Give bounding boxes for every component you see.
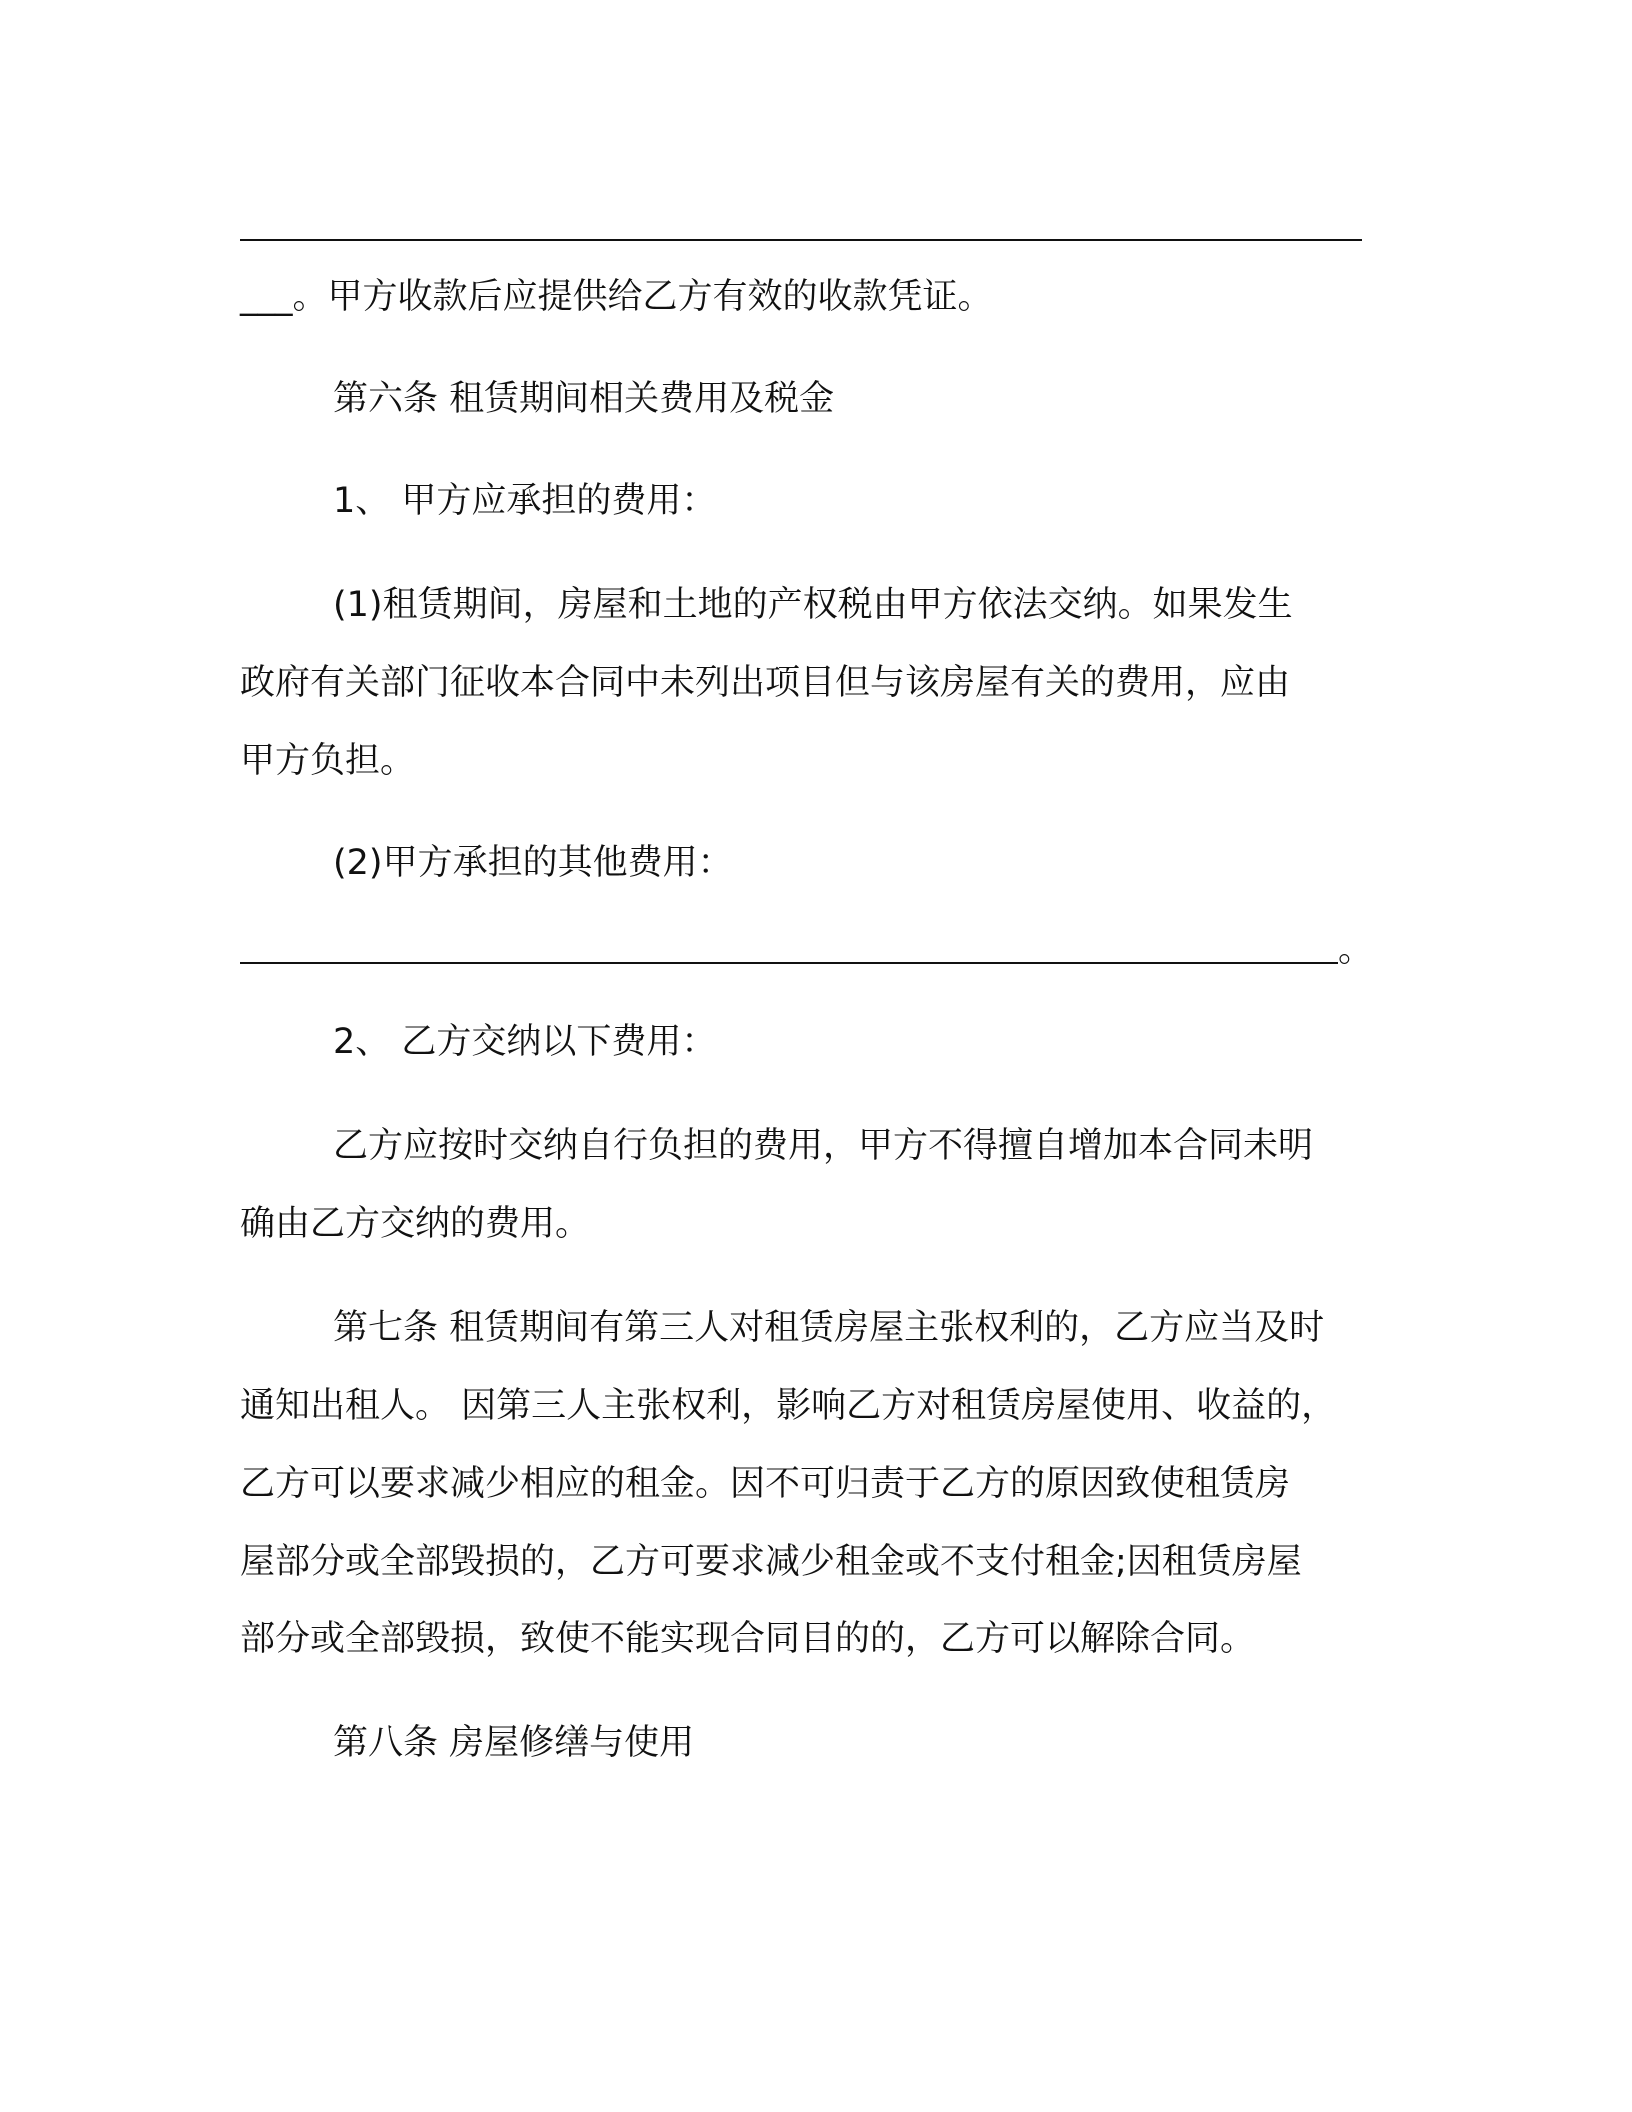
item-1-sub-1-line-1: (1)租赁期间，房屋和土地的产权税由甲方依法交纳。如果发生 bbox=[333, 585, 1293, 625]
article-6-heading: 第六条 租赁期间相关费用及税金 bbox=[333, 379, 835, 419]
item-1-sub-1-line-3: 甲方负担。 bbox=[240, 741, 416, 781]
blank-fill-line-fees bbox=[240, 962, 1338, 964]
article-7-line-5: 部分或全部毁损，致使不能实现合同目的的，乙方可以解除合同。 bbox=[240, 1619, 1256, 1659]
article-8-heading: 第八条 房屋修缮与使用 bbox=[333, 1723, 695, 1763]
item-2-text-line-2: 确由乙方交纳的费用。 bbox=[240, 1204, 591, 1244]
article-7-line-3: 乙方可以要求减少相应的租金。因不可归责于乙方的原因致使租赁房 bbox=[240, 1464, 1291, 1504]
article-7-line-4: 屋部分或全部毁损的，乙方可要求减少租金或不支付租金;因租赁房屋 bbox=[240, 1542, 1302, 1582]
paragraph-payment-receipt: ___。甲方收款后应提供给乙方有效的收款凭证。 bbox=[240, 277, 993, 317]
article-7-line-1: 第七条 租赁期间有第三人对租赁房屋主张权利的，乙方应当及时 bbox=[333, 1308, 1325, 1348]
item-2-text-line-1: 乙方应按时交纳自行负担的费用，甲方不得擅自增加本合同未明 bbox=[333, 1126, 1314, 1166]
item-1-sub-1-line-2: 政府有关部门征收本合同中未列出项目但与该房屋有关的费用，应由 bbox=[240, 663, 1291, 703]
blank-fill-line-top bbox=[240, 239, 1362, 241]
item-1-heading: 1、 甲方应承担的费用： bbox=[333, 481, 717, 521]
item-2-heading: 2、 乙方交纳以下费用： bbox=[333, 1022, 717, 1062]
blank-line-period: 。 bbox=[1338, 930, 1374, 970]
article-7-line-2: 通知出租人。 因第三人主张权利，影响乙方对租赁房屋使用、收益的， bbox=[240, 1386, 1337, 1426]
item-1-sub-2: (2)甲方承担的其他费用： bbox=[333, 843, 733, 883]
